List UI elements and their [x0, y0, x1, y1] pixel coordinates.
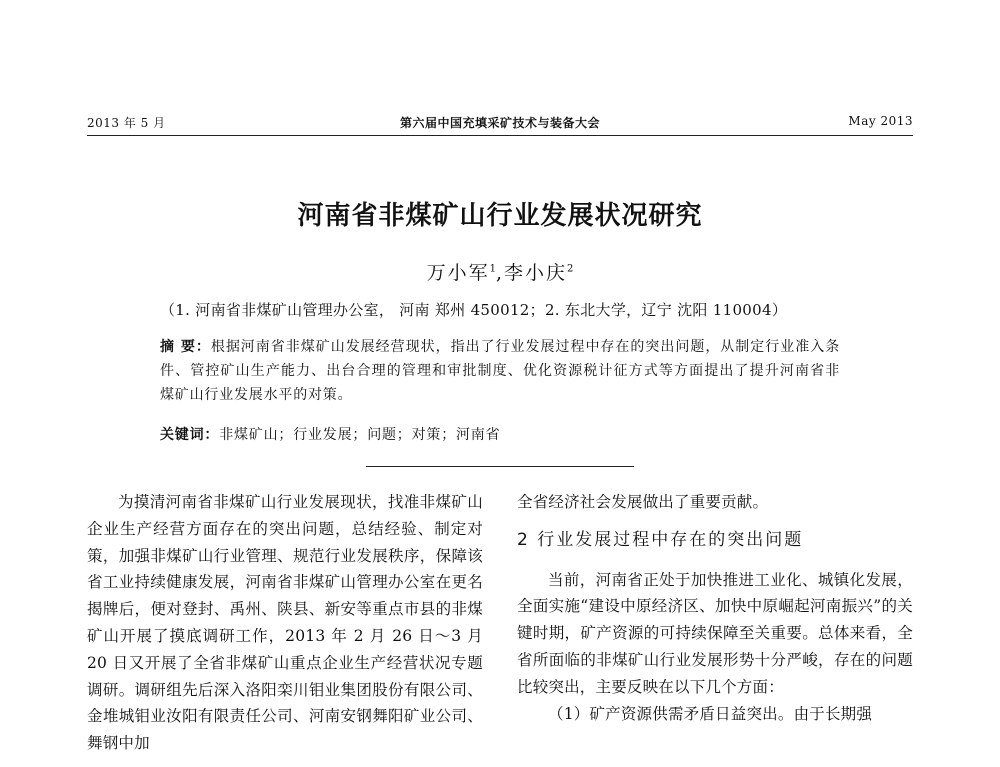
keywords-label: 关键词：	[160, 427, 220, 443]
header-rule	[87, 135, 913, 136]
author-2-affil-mark: 2	[567, 263, 574, 275]
paper-title: 河南省非煤矿山行业发展状况研究	[297, 201, 703, 231]
header-date-english: May 2013	[848, 114, 913, 128]
section-paragraph-1: 当前，河南省正处于加快推进工业化、城镇化发展，全面实施“建设中原经济区、加快中原崛起河南振兴”的关键时期，矿产资源的可持续保障至关重要。总体来看，全省所面临的非煤矿山行业发展形势十分严峻，存在的问题比较突出，主要反映在以下几个方面：	[517, 570, 913, 696]
header-date: 2013 年 5 月	[87, 116, 166, 130]
header-conference: 第六届中国充填采矿技术与装备大会	[399, 116, 600, 130]
abstract	[160, 335, 840, 407]
section-paragraph-2: （1）矿产资源供需矛盾日益突出。由于长期强	[548, 704, 873, 723]
intro-paragraph: 为摸清河南省非煤矿山行业发展现状，找准非煤矿山企业生产经营方面存在的突出问题，总结经验、制定对策，加强非煤矿山行业管理、规范行业发展秩序，保障该省工业持续健康发展，河南省非煤矿山管理办公室在更名揭牌后，便对登封、禹州、陕县、新安等重点市县的非煤矿山开展了摸底调研工作，2013 年 2 月 26 日～3 月 20 日又开展了全省非煤矿山重点企业生产经营状况专题调研。调研组先后深入洛阳栾川钼业集团股份有限公司、金堆城钼业汝阳有限责任公司、河南安钢舞阳矿业公司、舞钢中加	[87, 493, 483, 753]
left-column	[87, 489, 483, 757]
right-column	[517, 489, 913, 727]
abstract-label: 摘 要：	[160, 339, 211, 355]
abstract-text: 根据河南省非煤矿山发展经营现状，指出了行业发展过程中存在的突出问题，从制定行业准入条件、管控矿山生产能力、出台合理的管理和审批制度、优化资源税计征方式等方面提出了提升河南省非煤矿山行业发展水平的对策。	[160, 339, 840, 403]
section-heading: 2 行业发展过程中存在的突出问题	[517, 529, 804, 550]
author-separator: ,	[495, 262, 505, 284]
continued-paragraph: 全省经济社会发展做出了重要贡献。	[517, 493, 769, 511]
affiliations: （1. 河南省非煤矿山管理办公室， 河南 郑州 450012；2. 东北大学，辽宁 沈阳 110004）	[160, 301, 788, 319]
keywords-text: 非煤矿山；行业发展；问题；对策；河南省	[219, 427, 501, 443]
author-2: 李小庆	[504, 262, 568, 284]
keywords	[160, 423, 840, 447]
abstract-separator-rule	[366, 466, 634, 467]
author-1: 万小军	[426, 262, 490, 284]
author-1-affil-mark: 1	[489, 263, 496, 275]
authors	[0, 258, 1000, 285]
